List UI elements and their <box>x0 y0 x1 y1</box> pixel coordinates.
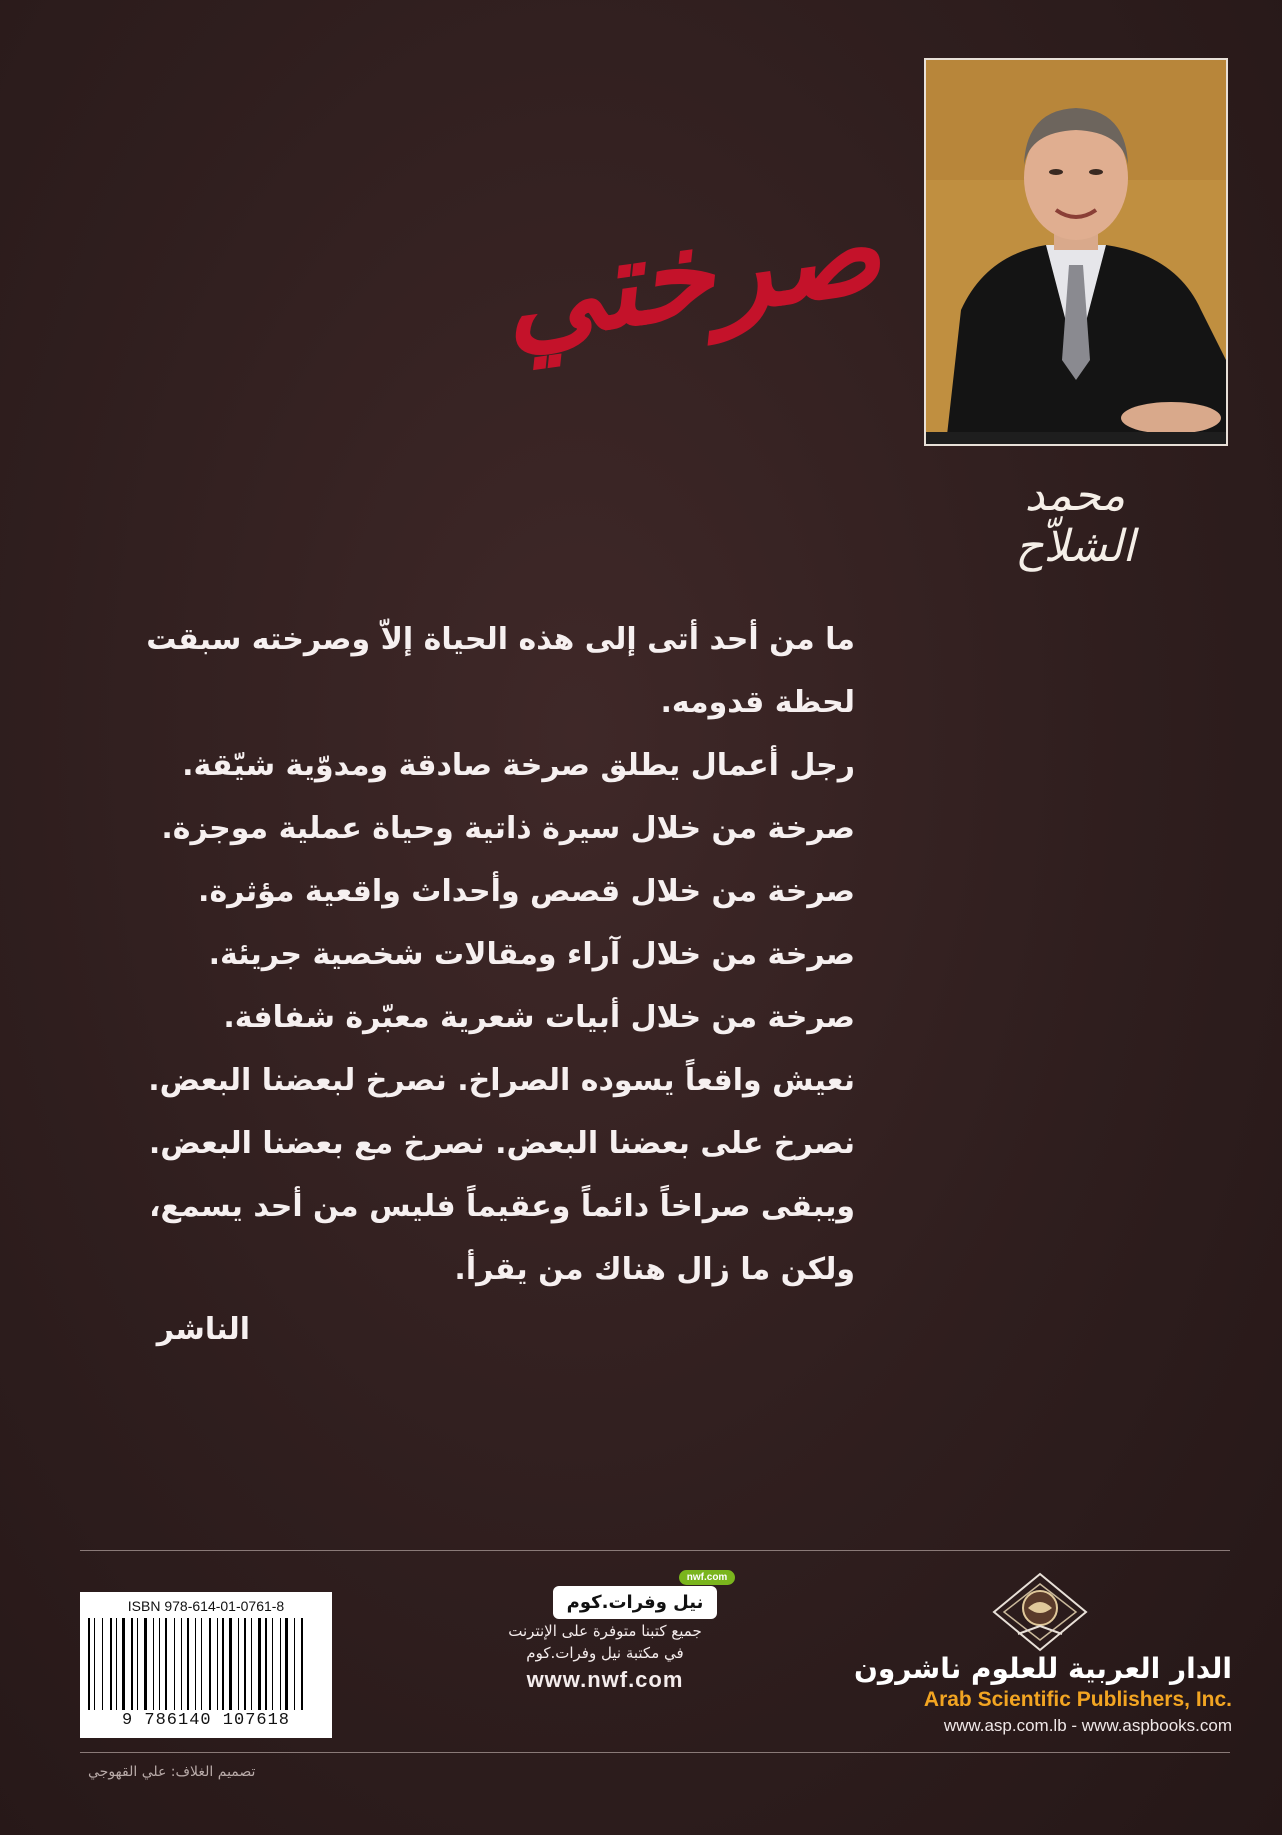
barcode-bar <box>285 1618 288 1710</box>
blurb-line: رجل أعمال يطلق صرخة صادقة ومدوّية شيّقة. <box>182 748 855 783</box>
publisher-name-english: Arab Scientific Publishers, Inc. <box>923 1688 1232 1711</box>
barcode-bar <box>88 1618 90 1710</box>
author-name: محمد الشلاّح <box>1015 470 1135 572</box>
barcode-bar <box>116 1618 117 1710</box>
barcode-bar <box>110 1618 112 1710</box>
blurb-line: صرخة من خلال قصص وأحداث واقعية مؤثرة. <box>198 874 855 909</box>
barcode-bars <box>88 1618 324 1710</box>
isbn-label: ISBN 978-614-01-0761-8 <box>127 1598 285 1614</box>
barcode-bar <box>155 1618 157 1710</box>
barcode-bar <box>185 1618 186 1710</box>
barcode-bar <box>265 1618 267 1710</box>
barcode-bar <box>217 1618 218 1710</box>
barcode-bar <box>144 1618 147 1710</box>
nwf-line-2: في مكتبة نيل وفرات.كوم <box>526 1644 684 1662</box>
barcode-bar <box>258 1618 261 1710</box>
barcode-bar <box>234 1618 235 1710</box>
blurb-line: صرخة من خلال سيرة ذاتية وحياة عملية موجزة. <box>161 811 855 846</box>
barcode-bar <box>105 1618 107 1710</box>
blurb-line: نصرخ على بعضنا البعض. نصرخ مع بعضنا البعض. <box>148 1126 855 1161</box>
barcode-bar <box>181 1618 182 1710</box>
barcode-bar <box>165 1618 167 1710</box>
blurb-line: صرخة من خلال آراء ومقالات شخصية جريئة. <box>208 937 855 972</box>
cover-design-credit: تصميم الغلاف: علي القهوجي <box>88 1764 256 1780</box>
blurb-line: نعيش واقعاً يسوده الصراخ. نصرخ لبعضنا البعض. <box>148 1063 855 1098</box>
footer-divider-top <box>80 1550 1230 1551</box>
barcode-bar <box>213 1618 214 1710</box>
barcode-bar <box>209 1618 211 1710</box>
barcode-bar <box>238 1618 239 1710</box>
barcode-bar <box>251 1618 252 1710</box>
publisher-websites[interactable]: www.asp.com.lb - www.aspbooks.com <box>943 1716 1232 1735</box>
barcode-bar <box>227 1618 228 1710</box>
blurb-line: ويبقى صراخاً دائماً وعقيماً فليس من أحد يسمع، <box>149 1189 855 1224</box>
barcode-bar <box>244 1618 246 1710</box>
nwf-line-1: جميع كتبنا متوفرة على الإنترنت <box>508 1622 702 1640</box>
barcode-bar <box>134 1618 135 1710</box>
blurb-line: ما من أحد أتى إلى هذه الحياة إلاّ وصرخته سبقت <box>146 622 855 657</box>
barcode-bar <box>275 1618 277 1710</box>
footer-divider-bottom <box>80 1752 1230 1753</box>
barcode-bar <box>98 1618 101 1710</box>
barcode-bar <box>294 1618 295 1710</box>
barcode-bar <box>163 1618 164 1710</box>
blurb-line: صرخة من خلال أبيات شعرية معبّرة شفافة. <box>223 1000 855 1035</box>
barcode-bar <box>141 1618 143 1710</box>
nwf-logo <box>553 1572 728 1619</box>
barcode-bar <box>176 1618 179 1710</box>
barcode-bar <box>113 1618 114 1710</box>
author-photo <box>924 58 1228 446</box>
barcode-bar <box>187 1618 189 1710</box>
barcode-bar <box>201 1618 202 1710</box>
barcode-bar <box>197 1618 199 1710</box>
blurb-text <box>100 608 855 1301</box>
barcode-bar <box>91 1618 92 1710</box>
barcode-bar <box>280 1618 281 1710</box>
blurb-line: ولكن ما زال هناك من يقرأ. <box>454 1252 855 1287</box>
barcode-bar <box>270 1618 271 1710</box>
barcode-bar <box>262 1618 263 1710</box>
barcode-bar <box>122 1618 125 1710</box>
barcode-bar <box>222 1618 224 1710</box>
barcode-bar <box>131 1618 133 1710</box>
publisher-signature: الناشر <box>156 1312 250 1347</box>
barcode-bar <box>301 1618 303 1710</box>
barcode-bar <box>254 1618 255 1710</box>
barcode-bar <box>240 1618 242 1710</box>
barcode-bar <box>195 1618 196 1710</box>
barcode-bar <box>272 1618 273 1710</box>
barcode-bar <box>249 1618 250 1710</box>
barcode-bar <box>153 1618 154 1710</box>
barcode-bar <box>159 1618 160 1710</box>
barcode-bar <box>291 1618 293 1710</box>
isbn-barcode <box>80 1592 332 1738</box>
barcode-bar <box>137 1618 138 1710</box>
barcode-bar <box>127 1618 128 1710</box>
publisher-name-arabic: الدار العربية للعلوم ناشرون <box>853 1652 1232 1685</box>
nwf-url[interactable]: www.nwf.com <box>526 1667 684 1692</box>
book-title: صرختي <box>493 178 889 371</box>
publisher-emblem-icon <box>990 1572 1090 1652</box>
barcode-bar <box>297 1618 298 1710</box>
barcode-bar <box>149 1618 150 1710</box>
barcode-bar <box>205 1618 208 1710</box>
barcode-bar <box>174 1618 175 1710</box>
barcode-bar <box>191 1618 192 1710</box>
barcode-bar <box>102 1618 103 1710</box>
author-portrait-image <box>926 60 1226 444</box>
nwf-promo <box>440 1572 770 1693</box>
barcode-bar <box>169 1618 171 1710</box>
nwf-logo-text: نيل وفرات.كوم <box>566 1592 704 1613</box>
barcode-bar <box>94 1618 95 1710</box>
blurb-line: لحظة قدومه. <box>660 685 855 720</box>
barcode-bar <box>120 1618 121 1710</box>
barcode-digits: 9 786140 107618 <box>121 1711 291 1730</box>
barcode-bar <box>282 1618 283 1710</box>
barcode-bar <box>219 1618 220 1710</box>
nwf-tag: nwf.com <box>679 1570 736 1585</box>
barcode-bar <box>229 1618 232 1710</box>
